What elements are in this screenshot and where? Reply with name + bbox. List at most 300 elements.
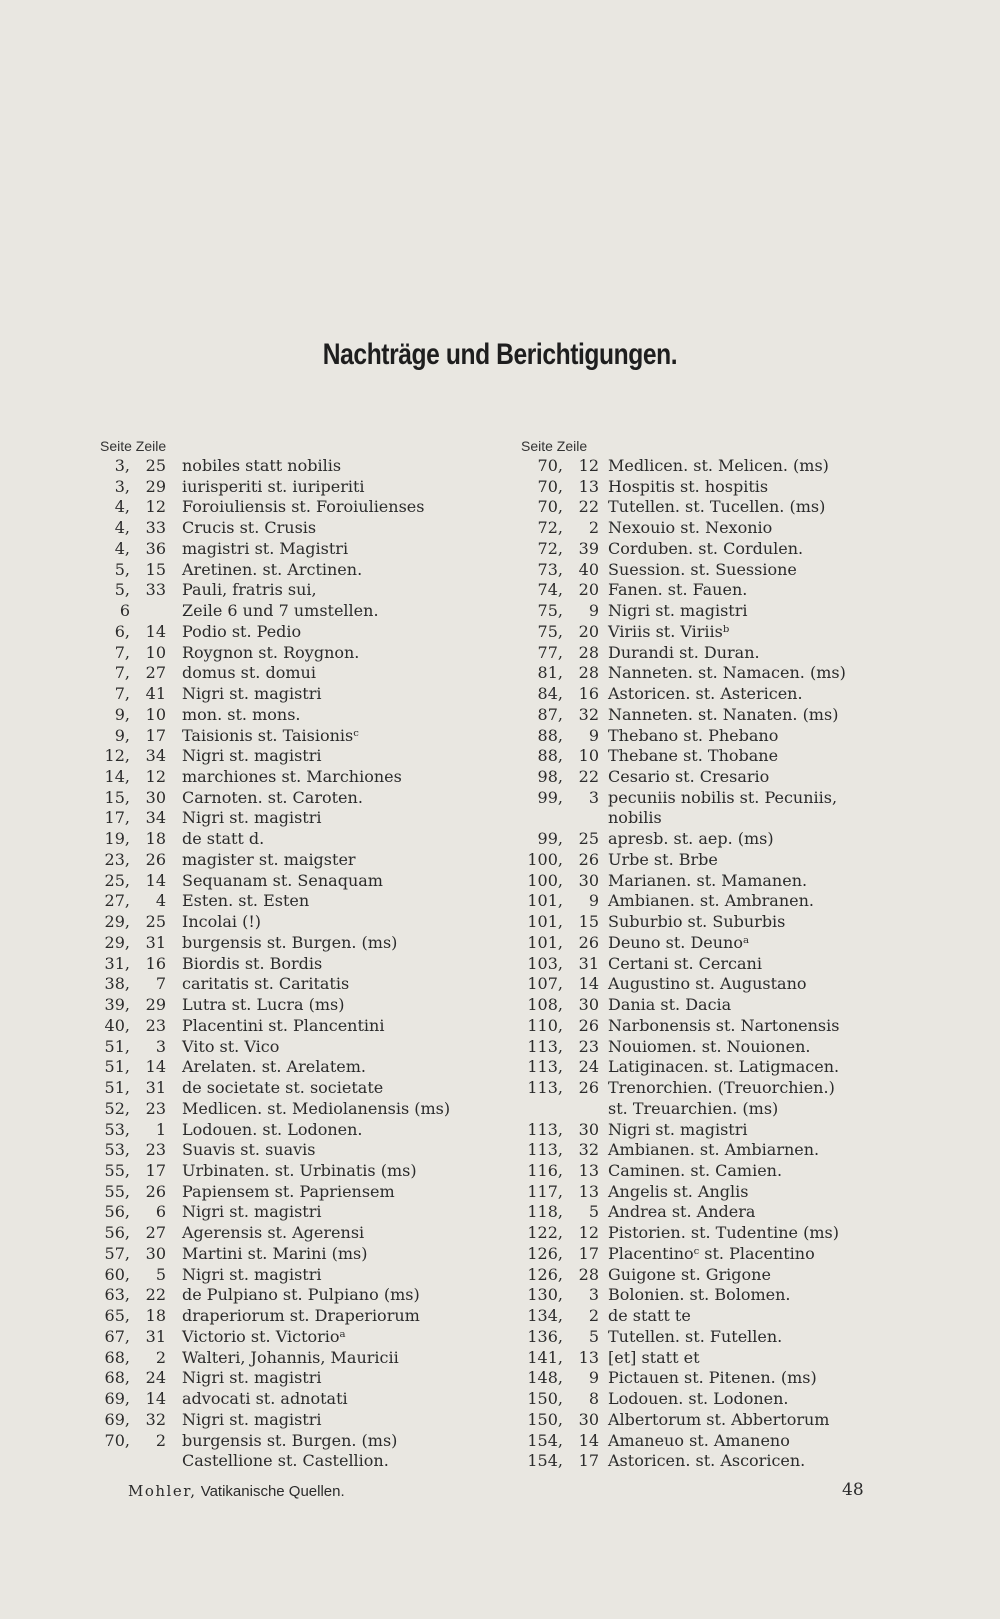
entry-page: 103, [527, 953, 563, 973]
entry-page: 113, [527, 1057, 563, 1077]
entry-page: 84, [537, 684, 563, 704]
list-item [521, 1306, 921, 1327]
list-item [100, 808, 500, 829]
footer-citation [128, 1482, 345, 1500]
entry-text: Trenorchien. (Treuorchien.) [608, 1078, 835, 1098]
entry-page: 51, [104, 1057, 130, 1077]
entry-line: 18 [145, 1306, 166, 1326]
list-item [100, 663, 500, 684]
entry-line: 23 [145, 1015, 166, 1035]
entry-line: 2 [155, 1430, 166, 1450]
entry-page: 57, [104, 1243, 130, 1263]
entry-page: 87, [537, 704, 563, 724]
column-header: Seite Zeile [100, 438, 167, 454]
entry-line: 10 [578, 746, 599, 766]
entry-line: 10 [145, 704, 166, 724]
list-item [521, 1348, 921, 1369]
entry-text: Lodouen. st. Lodonen. [608, 1389, 789, 1409]
list-item [521, 995, 921, 1016]
entry-text: Nigri st. magistri [182, 1264, 322, 1284]
entry-line: 20 [578, 621, 599, 641]
entry-line: 17 [578, 1451, 599, 1471]
entry-text: Narbonensis st. Nartonensis [608, 1015, 840, 1035]
entry-line: 26 [145, 1181, 166, 1201]
entry-text: Arelaten. st. Arelatem. [182, 1057, 366, 1077]
list-item [521, 1368, 921, 1389]
entry-page: 51, [104, 1078, 130, 1098]
footer-author: Mohler, [128, 1482, 197, 1500]
entry-line: 26 [145, 849, 166, 869]
entry-text: Nigri st. magistri [182, 684, 322, 704]
entry-line: 30 [145, 787, 166, 807]
entry-text: Nanneten. st. Namacen. (ms) [608, 663, 846, 683]
list-item [100, 456, 500, 477]
entry-text: pecuniis nobilis st. Pecuniis, [608, 787, 838, 807]
entry-line: 25 [145, 456, 166, 475]
list-item [521, 1285, 921, 1306]
right-column [521, 436, 921, 1472]
entry-text: Amaneuo st. Amaneno [608, 1430, 790, 1450]
list-item [521, 643, 921, 664]
entry-line: 30 [578, 1409, 599, 1429]
entry-page: 40, [104, 1015, 130, 1035]
entry-text: Pictauen st. Pitenen. (ms) [608, 1368, 817, 1388]
entry-text: Foroiuliensis st. Foroiulienses [182, 497, 425, 517]
list-item [100, 850, 500, 871]
entry-page: 116, [527, 1160, 563, 1180]
list-item [521, 954, 921, 975]
entry-line: 24 [145, 1368, 166, 1388]
entry-line: 26 [578, 1078, 599, 1098]
list-item [100, 1140, 500, 1161]
entry-page: 148, [527, 1368, 563, 1388]
entry-page: 6 [119, 601, 130, 621]
list-item [100, 477, 500, 498]
entry-page: 52, [104, 1098, 130, 1118]
entry-text: Zeile 6 und 7 umstellen. [182, 601, 379, 621]
entry-line: 41 [145, 684, 166, 704]
list-item [521, 767, 921, 788]
entry-line: 8 [588, 1389, 599, 1409]
entry-page: 113, [527, 1119, 563, 1139]
entry-line: 33 [145, 580, 166, 600]
list-item [521, 622, 921, 643]
entry-page: 126, [527, 1243, 563, 1263]
entry-line: 32 [578, 1140, 599, 1160]
entry-text: Nigri st. magistri [182, 746, 322, 766]
entry-page: 23, [104, 849, 130, 869]
entry-line: 31 [145, 932, 166, 952]
entry-line: 12 [145, 767, 166, 787]
list-item [100, 1348, 500, 1369]
list-item [521, 912, 921, 933]
list-item [100, 705, 500, 726]
list-item [100, 497, 500, 518]
entry-page: 113, [527, 1140, 563, 1160]
entry-line: 12 [578, 1223, 599, 1243]
list-item [521, 829, 921, 850]
entry-line: 3 [155, 1036, 166, 1056]
entry-page: 12, [104, 746, 130, 766]
list-item [100, 726, 500, 747]
list-item [521, 871, 921, 892]
list-item [100, 788, 500, 809]
list-item [521, 788, 921, 809]
entry-text: Cesario st. Cresario [608, 767, 770, 787]
entry-page: 55, [104, 1181, 130, 1201]
entry-line: 34 [145, 746, 166, 766]
list-item [521, 1202, 921, 1223]
entry-page: 65, [104, 1306, 130, 1326]
entry-text: Medlicen. st. Mediolanensis (ms) [182, 1098, 451, 1118]
list-item [100, 1410, 500, 1431]
list-item [521, 560, 921, 581]
entry-page: 7, [114, 684, 130, 704]
entry-line: 15 [145, 559, 166, 579]
entry-text: Nanneten. st. Nanaten. (ms) [608, 704, 839, 724]
entry-text: mon. st. mons. [182, 704, 301, 724]
list-item [521, 1182, 921, 1203]
list-item [521, 497, 921, 518]
list-item [100, 1161, 500, 1182]
entry-page: 19, [104, 829, 130, 849]
entry-line: 3 [588, 787, 599, 807]
column-header: Seite Zeile [521, 438, 588, 454]
entry-page: 60, [104, 1264, 130, 1284]
entry-line: 2 [588, 518, 599, 538]
entry-line: 14 [145, 870, 166, 890]
entry-page: 5, [114, 580, 130, 600]
list-item [100, 1451, 500, 1472]
entry-page: 72, [537, 518, 563, 538]
entry-page: 9, [114, 704, 130, 724]
entry-page: 99, [537, 829, 563, 849]
entry-line: 23 [145, 1140, 166, 1160]
list-item [521, 1431, 921, 1452]
entry-line: 39 [578, 538, 599, 558]
list-item [521, 1037, 921, 1058]
entry-text: Pauli, fratris sui, [182, 580, 317, 600]
entry-page: 107, [527, 974, 563, 994]
entry-text: Pistorien. st. Tudentine (ms) [608, 1223, 839, 1243]
entry-page: 53, [104, 1140, 130, 1160]
entry-text: Dania st. Dacia [608, 995, 732, 1015]
entry-page: 17, [104, 808, 130, 828]
entry-text: Guigone st. Grigone [608, 1264, 771, 1284]
entry-page: 75, [537, 601, 563, 621]
entry-line: 22 [578, 767, 599, 787]
entry-text: Thebane st. Thobane [608, 746, 779, 766]
list-item [100, 601, 500, 622]
entry-text: Thebano st. Phebano [608, 725, 779, 745]
entry-line: 28 [578, 663, 599, 683]
list-item [521, 1223, 921, 1244]
list-item [100, 974, 500, 995]
entry-text: Urbinaten. st. Urbinatis (ms) [182, 1160, 417, 1180]
entry-text: Nigri st. magistri [182, 1409, 322, 1429]
entry-text: nobilis [608, 808, 662, 828]
entry-page: 73, [537, 559, 563, 579]
entry-text: Suession. st. Suessione [608, 559, 797, 579]
entry-text: Angelis st. Anglis [608, 1181, 749, 1201]
entry-page: 31, [104, 953, 130, 973]
entry-page: 100, [527, 849, 563, 869]
entry-line: 13 [578, 476, 599, 496]
list-item [100, 1306, 500, 1327]
entry-text: domus st. domui [182, 663, 316, 683]
entry-text: Caminen. st. Camien. [608, 1160, 783, 1180]
list-item [100, 912, 500, 933]
entry-page: 77, [537, 642, 563, 662]
list-item [521, 726, 921, 747]
list-item [521, 518, 921, 539]
entry-line: 29 [145, 476, 166, 496]
entry-text: de statt te [608, 1306, 691, 1326]
entry-line: 26 [578, 932, 599, 952]
entry-text: Taisionis st. Taisionisᶜ [182, 725, 359, 745]
right-entries [521, 456, 921, 1472]
entry-page: 110, [527, 1015, 563, 1035]
list-item [521, 891, 921, 912]
entry-page: 56, [104, 1202, 130, 1222]
entry-text: Placentini st. Plancentini [182, 1015, 385, 1035]
entry-page: 72, [537, 538, 563, 558]
entry-page: 9, [114, 725, 130, 745]
entry-page: 150, [527, 1389, 563, 1409]
entry-text: Durandi st. Duran. [608, 642, 760, 662]
list-item [100, 891, 500, 912]
list-item [100, 1431, 500, 1452]
entry-text: Aretinen. st. Arctinen. [182, 559, 363, 579]
entry-page: 29, [104, 932, 130, 952]
entry-page: 113, [527, 1036, 563, 1056]
entry-text: Suburbio st. Suburbis [608, 912, 786, 932]
entry-line: 22 [578, 497, 599, 517]
list-item [100, 1202, 500, 1223]
list-item [521, 1389, 921, 1410]
entry-page: 88, [537, 746, 563, 766]
left-entries [100, 456, 500, 1472]
entry-page: 69, [104, 1389, 130, 1409]
entry-line: 13 [578, 1347, 599, 1367]
entry-line: 16 [145, 953, 166, 973]
entry-page: 39, [104, 995, 130, 1015]
entry-line: 30 [145, 1243, 166, 1263]
entry-text: Lutra st. Lucra (ms) [182, 995, 345, 1015]
entry-page: 122, [527, 1223, 563, 1243]
entry-text: Biordis st. Bordis [182, 953, 323, 973]
entry-line: 32 [578, 704, 599, 724]
list-item [100, 1265, 500, 1286]
entry-page: 29, [104, 912, 130, 932]
entry-line: 4 [155, 891, 166, 911]
list-item [521, 663, 921, 684]
entry-page: 4, [114, 497, 130, 517]
entry-text: Ambianen. st. Ambranen. [608, 891, 815, 911]
entry-text: burgensis st. Burgen. (ms) [182, 932, 398, 952]
list-item [521, 601, 921, 622]
list-item [100, 684, 500, 705]
entry-line: 9 [588, 725, 599, 745]
entry-line: 29 [145, 995, 166, 1015]
entry-line: 26 [578, 1015, 599, 1035]
list-item [521, 1140, 921, 1161]
entry-line: 13 [578, 1181, 599, 1201]
entry-line: 13 [578, 1160, 599, 1180]
entry-text: Viriis st. Viriisᵇ [608, 621, 730, 641]
list-item [521, 1451, 921, 1472]
list-item [521, 1016, 921, 1037]
list-item [521, 477, 921, 498]
entry-text: Nigri st. magistri [182, 1202, 322, 1222]
entry-page: 56, [104, 1223, 130, 1243]
entry-line: 9 [588, 1368, 599, 1388]
entry-line: 14 [145, 621, 166, 641]
page-number: 48 [842, 1480, 864, 1500]
entry-text: Nouiomen. st. Nouionen. [608, 1036, 811, 1056]
entry-line: 14 [578, 1430, 599, 1450]
list-item [100, 1244, 500, 1265]
entry-line: 2 [588, 1306, 599, 1326]
entry-line: 27 [145, 663, 166, 683]
list-item [521, 580, 921, 601]
entry-page: 70, [104, 1430, 130, 1450]
entry-page: 74, [537, 580, 563, 600]
list-item [100, 1057, 500, 1078]
entry-text: Nigri st. magistri [608, 1119, 748, 1139]
list-item [521, 705, 921, 726]
entry-line: 17 [578, 1243, 599, 1263]
list-item [100, 1182, 500, 1203]
entry-text: Fanen. st. Fauen. [608, 580, 748, 600]
list-item [521, 1161, 921, 1182]
entry-text: Urbe st. Brbe [608, 849, 718, 869]
entry-page: 53, [104, 1119, 130, 1139]
list-item [100, 1120, 500, 1141]
entry-page: 70, [537, 476, 563, 496]
entry-page: 70, [537, 456, 563, 475]
entry-line: 16 [578, 684, 599, 704]
entry-line: 5 [155, 1264, 166, 1284]
list-item [521, 933, 921, 954]
entry-line: 31 [578, 953, 599, 973]
entry-line: 30 [578, 870, 599, 890]
entry-page: 5, [114, 559, 130, 579]
entry-page: 150, [527, 1409, 563, 1429]
list-item [521, 1327, 921, 1348]
entry-page: 63, [104, 1285, 130, 1305]
entry-line: 14 [145, 1057, 166, 1077]
list-item [521, 974, 921, 995]
entry-text: Nexouio st. Nexonio [608, 518, 773, 538]
entry-line: 1 [155, 1119, 166, 1139]
entry-text: Castellione st. Castellion. [182, 1451, 389, 1471]
entry-text: Medlicen. st. Melicen. (ms) [608, 456, 829, 475]
entry-text: Hospitis st. hospitis [608, 476, 769, 496]
entry-text: Nigri st. magistri [182, 1368, 322, 1388]
entry-line: 5 [588, 1202, 599, 1222]
entry-text: Suavis st. suavis [182, 1140, 316, 1160]
entry-page: 101, [527, 891, 563, 911]
entry-line: 23 [145, 1098, 166, 1118]
list-item [100, 1285, 500, 1306]
entry-text: Vito st. Vico [182, 1036, 280, 1056]
entry-line: 9 [588, 601, 599, 621]
list-item [521, 1265, 921, 1286]
entry-page: 25, [104, 870, 130, 890]
entry-line: 31 [145, 1078, 166, 1098]
entry-page: 4, [114, 518, 130, 538]
list-item [521, 1057, 921, 1078]
entry-text: draperiorum st. Draperiorum [182, 1306, 420, 1326]
entry-text: Nigri st. magistri [182, 808, 322, 828]
entry-line: 25 [578, 829, 599, 849]
entry-text: Astoricen. st. Astericen. [608, 684, 803, 704]
entry-line: 10 [145, 642, 166, 662]
footer-work: Vatikanische Quellen. [200, 1483, 345, 1500]
entry-page: 99, [537, 787, 563, 807]
entry-page: 68, [104, 1368, 130, 1388]
entry-line: 7 [155, 974, 166, 994]
entry-line: 12 [578, 456, 599, 475]
entry-text: burgensis st. Burgen. (ms) [182, 1430, 398, 1450]
entry-page: 7, [114, 663, 130, 683]
entry-text: Victorio st. Victorioᵃ [182, 1326, 346, 1346]
entry-text: Placentinoᶜ st. Placentino [608, 1243, 815, 1263]
entry-line: 22 [145, 1285, 166, 1305]
entry-text: magister st. maigster [182, 849, 356, 869]
list-item [100, 933, 500, 954]
list-item [100, 954, 500, 975]
list-item [521, 746, 921, 767]
entry-page: 126, [527, 1264, 563, 1284]
list-item [100, 560, 500, 581]
list-item [100, 1327, 500, 1348]
entry-text: Tutellen. st. Futellen. [608, 1326, 783, 1346]
entry-text: de Pulpiano st. Pulpiano (ms) [182, 1285, 420, 1305]
entry-text: Tutellen. st. Tucellen. (ms) [608, 497, 826, 517]
entry-text: Papiensem st. Papriensem [182, 1181, 395, 1201]
entry-text: Deuno st. Deunoᵃ [608, 932, 750, 952]
entry-page: 51, [104, 1036, 130, 1056]
entry-text: de societate st. societate [182, 1078, 384, 1098]
entry-text: Nigri st. magistri [608, 601, 748, 621]
list-item [100, 1223, 500, 1244]
entry-text: [et] statt et [608, 1347, 700, 1367]
entry-line: 28 [578, 1264, 599, 1284]
entry-page: 100, [527, 870, 563, 890]
list-item [521, 1120, 921, 1141]
entry-page: 101, [527, 932, 563, 952]
entry-line: 30 [578, 1119, 599, 1139]
entry-line: 12 [145, 497, 166, 517]
entry-text: st. Treuarchien. (ms) [608, 1098, 779, 1118]
entry-text: Crucis st. Crusis [182, 518, 317, 538]
list-item [100, 995, 500, 1016]
entry-line: 2 [155, 1347, 166, 1367]
list-item [521, 539, 921, 560]
entry-page: 3, [114, 456, 130, 475]
entry-page: 15, [104, 787, 130, 807]
entry-line: 31 [145, 1326, 166, 1346]
entry-line: 36 [145, 538, 166, 558]
entry-text: Lodouen. st. Lodonen. [182, 1119, 363, 1139]
entry-line: 14 [578, 974, 599, 994]
list-item [100, 580, 500, 601]
entry-text: apresb. st. aep. (ms) [608, 829, 774, 849]
entry-line: 18 [145, 829, 166, 849]
entry-line: 28 [578, 642, 599, 662]
